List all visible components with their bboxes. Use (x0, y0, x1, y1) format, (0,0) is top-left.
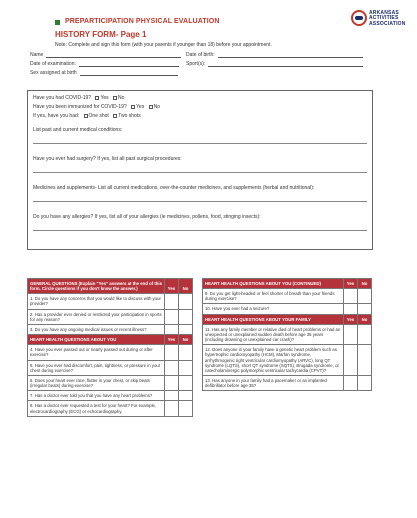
question-text: 11. Has any family member or relative died of heart problems or had an unexpected or unexplained sudden death before age 35 years (including drowning or unexplained car crash)? (203, 324, 344, 344)
general-heart-questions-table (27, 278, 193, 417)
dob-label: Date of birth: (186, 52, 215, 58)
one-shot-checkbox[interactable] (84, 114, 88, 118)
medical-history-box (27, 90, 373, 250)
heart-cont-header: HEART HEALTH QUESTIONS ABOUT YOU (CONTINUED) (203, 279, 344, 289)
heart-header-row (28, 335, 193, 345)
sex-label: Sex assigned at birth (30, 70, 77, 76)
yes-answer-cell[interactable] (165, 324, 179, 334)
exam-date-line[interactable] (79, 62, 179, 67)
no-header: No (358, 314, 372, 324)
question-row (28, 401, 193, 416)
yes-answer-cell[interactable] (344, 345, 358, 376)
question-row (28, 391, 193, 401)
name-field[interactable] (30, 52, 181, 58)
yes-answer-cell[interactable] (165, 294, 179, 309)
no-answer-cell[interactable] (179, 401, 193, 416)
allergies-label: Do you have any allergies? If yes, list all of your allergies (ie medicines, pollens, food, stinging insects): (33, 214, 261, 220)
no-answer-cell[interactable] (358, 304, 372, 314)
one-shot-label: One shot (88, 113, 109, 119)
no-header: No (358, 279, 372, 289)
no-answer-cell[interactable] (358, 376, 372, 391)
no-answer-cell[interactable] (179, 294, 193, 309)
association-logo (347, 6, 417, 42)
question-text: 1. Do you have any concerns that you would like to discuss with your provider? (28, 294, 165, 309)
logo-line: ASSOCIATION (369, 20, 406, 27)
no-header: No (179, 335, 193, 345)
question-text: 2. Has a provider ever denied or restricted your participation in sports for any reason? (28, 309, 165, 324)
logo-text (369, 11, 406, 27)
immunized-no-checkbox[interactable] (149, 105, 153, 109)
exam-date-field[interactable] (30, 61, 179, 67)
yes-answer-cell[interactable] (165, 391, 179, 401)
family-header: HEART HEALTH QUESTIONS ABOUT YOUR FAMILY (203, 314, 344, 324)
exam-date-label: Date of examination: (30, 61, 76, 67)
immunized-yes-label: Yes (136, 104, 145, 110)
sports-line[interactable] (208, 62, 363, 67)
yes-answer-cell[interactable] (165, 401, 179, 416)
conditions-answer-line[interactable] (33, 136, 367, 144)
question-row (203, 304, 372, 314)
yes-header: Yes (165, 279, 179, 294)
question-row (203, 345, 372, 376)
question-row (28, 294, 193, 309)
shots-row (33, 113, 367, 119)
name-label: Name (30, 52, 44, 58)
no-answer-cell[interactable] (179, 375, 193, 390)
no-header: No (179, 279, 193, 294)
question-text: 10. Have you ever had a seizure? (203, 304, 344, 314)
form-title: PREPARTICIPATION PHYSICAL EVALUATION (65, 18, 220, 25)
shots-question: If yes, have you had: (33, 113, 80, 119)
sports-field[interactable] (186, 61, 363, 67)
bullet-square-icon (55, 20, 60, 25)
sports-label: Sport(s): (186, 61, 206, 67)
surgery-label: Have you ever had surgery? If yes, list all past surgical procedures: (33, 156, 182, 162)
heart-header: HEART HEALTH QUESTIONS ABOUT YOU (28, 335, 165, 345)
question-row (28, 345, 193, 360)
heart-cont-header-row (203, 279, 372, 289)
yes-answer-cell[interactable] (165, 360, 179, 375)
no-answer-cell[interactable] (358, 324, 372, 344)
medicines-label: Medicines and supplements- List all current medications, over-the-counter medicines, and supplements (herbal and nutritional): (33, 185, 315, 191)
question-row (28, 375, 193, 390)
two-shots-checkbox[interactable] (113, 114, 117, 118)
general-header-row (28, 279, 193, 294)
yes-header: Yes (344, 279, 358, 289)
no-answer-cell[interactable] (179, 360, 193, 375)
allergies-answer-line[interactable] (33, 223, 367, 231)
medicines-answer-line[interactable] (33, 194, 367, 202)
sex-field[interactable] (30, 70, 178, 76)
question-text: 5. Have you ever had discomfort, pain, tightness, or pressure in your chest during exercise? (28, 360, 165, 375)
yes-answer-cell[interactable] (165, 345, 179, 360)
question-row (28, 360, 193, 375)
association-emblem-icon (351, 10, 367, 26)
no-answer-cell[interactable] (179, 345, 193, 360)
no-answer-cell[interactable] (358, 345, 372, 376)
question-row (28, 309, 193, 324)
yes-answer-cell[interactable] (344, 324, 358, 344)
title-row (55, 18, 220, 26)
covid-yes-checkbox[interactable] (95, 96, 99, 100)
question-row (203, 376, 372, 391)
yes-header: Yes (165, 335, 179, 345)
form-subtitle: HISTORY FORM- Page 1 (55, 30, 147, 39)
family-header-row (203, 314, 372, 324)
yes-answer-cell[interactable] (344, 289, 358, 304)
no-answer-cell[interactable] (358, 289, 372, 304)
question-text: 4. Have you ever passed out or nearly passed out during or after exercise? (28, 345, 165, 360)
sex-line[interactable] (80, 71, 178, 76)
two-shots-label: Two shots (118, 113, 141, 119)
question-text: 6. Does your heart ever race, flutter in your chest, or skip beats (irregular beats) during exercise? (28, 375, 165, 390)
no-answer-cell[interactable] (179, 391, 193, 401)
yes-header: Yes (344, 314, 358, 324)
form-note: Note: Complete and sign this form (with your parents if younger than 18) before your appointment. (55, 42, 272, 48)
logo-line: ACTIVITIES (369, 15, 399, 22)
covid-no-checkbox[interactable] (113, 96, 117, 100)
yes-answer-cell[interactable] (165, 375, 179, 390)
covid-yes-label: Yes (100, 95, 109, 101)
yes-answer-cell[interactable] (344, 376, 358, 391)
general-header: GENERAL QUESTIONS (Explain "Yes" answers at the end of this form. Circle questions if you don't know the answer.) (28, 279, 165, 294)
conditions-label: List past and current medical conditions: (33, 127, 123, 133)
surgery-answer-line[interactable] (33, 165, 367, 173)
question-row (203, 324, 372, 344)
question-text: 8. Has a doctor ever requested a test for your heart? For example, electrocardiography (ECG) or echocardiography. (28, 401, 165, 416)
dob-line[interactable] (218, 53, 363, 58)
covid-no-label: No (118, 95, 125, 101)
question-text: 12. Does anyone in your family have a genetic heart problem such as hypertrophic cardiomyopathy (HCM), Marfan syndrome, arrhythmogenic right ventricular cardiomyopathy (ARVC), long QT syndrome (LQTS), short QT syndrome (SQTS), Brugada syndrome, or catecholaminergic polymorphic ventricular tachycardia (CPVT)? (203, 345, 344, 376)
question-text: 9. Do you get light-headed or feel shorter of breath than your friends during exercise? (203, 289, 344, 304)
covid-row (33, 95, 367, 101)
logo-line: ARKANSAS (369, 10, 399, 16)
dob-field[interactable] (186, 52, 363, 58)
question-text: 7. Has a doctor ever told you that you have any heart problems? (28, 391, 165, 401)
name-line[interactable] (46, 53, 181, 58)
yes-answer-cell[interactable] (344, 304, 358, 314)
immunized-yes-checkbox[interactable] (131, 105, 135, 109)
immunized-no-label: No (153, 104, 161, 110)
question-row (28, 324, 193, 334)
immunized-row (33, 104, 367, 110)
no-answer-cell[interactable] (179, 324, 193, 334)
heart-family-questions-table (202, 278, 372, 391)
immunized-question: Have you been immunized for COVID-19? (33, 104, 127, 110)
no-answer-cell[interactable] (179, 309, 193, 324)
question-text: 13. Has anyone in your family had a pacemaker or an implanted defibrillator before age 35? (203, 376, 344, 391)
yes-answer-cell[interactable] (165, 309, 179, 324)
covid-question: Have you had COVID-19? (33, 95, 92, 101)
question-row (203, 289, 372, 304)
question-text: 3. Do you have any ongoing medical issues or recent illness? (28, 324, 165, 334)
